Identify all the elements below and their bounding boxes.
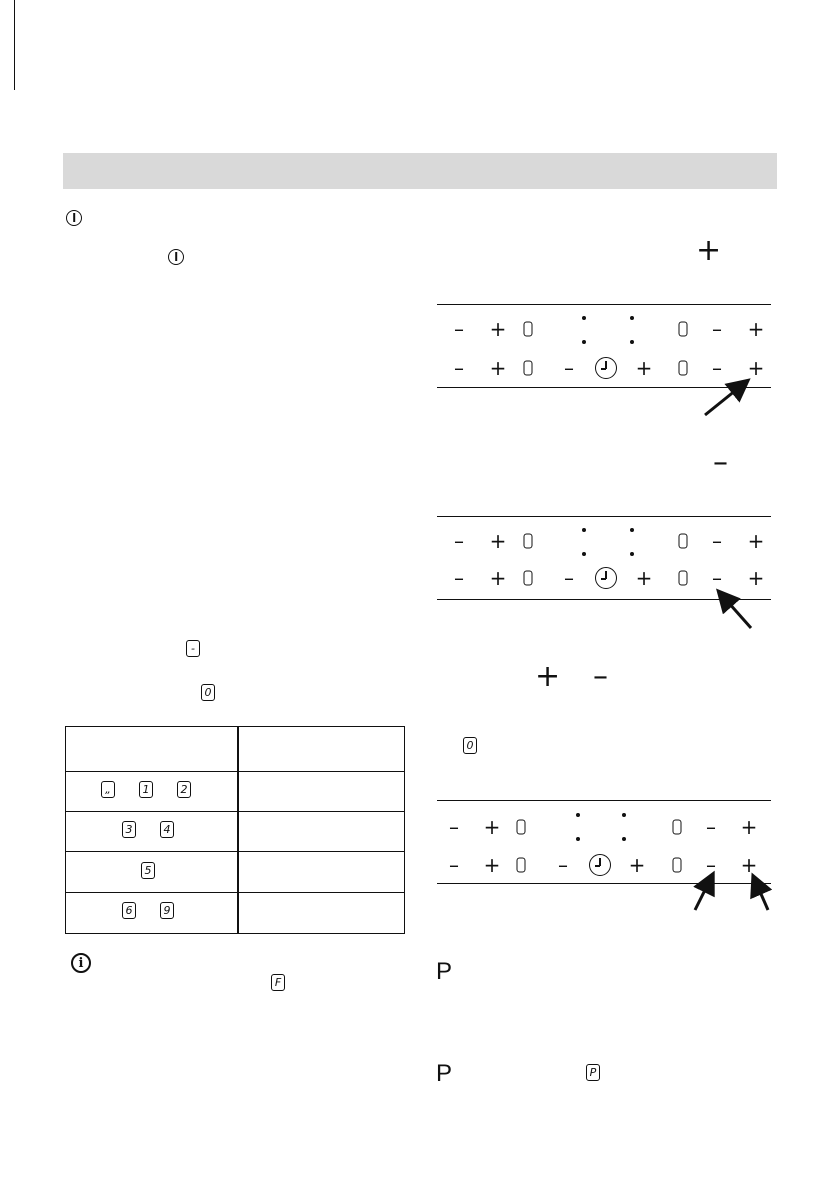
minus-button-icon[interactable]: – — [558, 853, 568, 877]
level-icon: „ — [101, 781, 115, 798]
p-display-icon: P — [586, 1064, 600, 1081]
plus-button-icon[interactable]: + — [747, 566, 765, 590]
plus-button-icon[interactable]: + — [489, 529, 507, 553]
minus-button-icon[interactable]: – — [449, 815, 459, 839]
f-display-icon: F — [271, 974, 285, 991]
plus-button-icon[interactable]: + — [483, 815, 501, 839]
minus-button-icon[interactable]: – — [454, 529, 464, 553]
plus-button-icon[interactable]: + — [747, 529, 765, 553]
power-level-letter: P — [436, 958, 453, 985]
minus-button-icon[interactable]: – — [706, 853, 716, 877]
arrow-icon — [720, 593, 751, 628]
arrow-icon — [705, 382, 746, 415]
plus-button-icon[interactable]: + — [489, 566, 507, 590]
minus-button-icon[interactable]: – — [712, 566, 722, 590]
plus-button-icon[interactable]: + — [740, 853, 758, 877]
minus-button-icon[interactable]: – — [449, 853, 459, 877]
plus-button-icon[interactable]: + — [483, 853, 501, 877]
power-level-letter: P — [436, 1060, 453, 1087]
level-icon: 3 — [122, 821, 136, 838]
minus-button-icon[interactable]: – — [712, 356, 722, 380]
minus-button-icon[interactable]: – — [712, 317, 722, 341]
plus-button-icon[interactable]: + — [747, 356, 765, 380]
plus-icon: + — [535, 659, 561, 694]
plus-button-icon[interactable]: + — [740, 815, 758, 839]
arrow-icon — [754, 878, 768, 910]
level-icon: 4 — [160, 821, 174, 838]
minus-button-icon[interactable]: – — [454, 566, 464, 590]
plus-button-icon[interactable]: + — [635, 566, 653, 590]
plus-button-icon[interactable]: + — [747, 317, 765, 341]
minus-button-icon[interactable]: – — [454, 356, 464, 380]
level-icon: 5 — [141, 862, 155, 879]
plus-button-icon[interactable]: + — [628, 853, 646, 877]
arrow-icon — [695, 876, 712, 910]
minus-button-icon[interactable]: – — [454, 317, 464, 341]
minus-icon: – — [713, 445, 728, 480]
minus-button-icon[interactable]: – — [564, 356, 574, 380]
level-icon: 1 — [139, 781, 153, 798]
plus-button-icon[interactable]: + — [635, 356, 653, 380]
minus-button-icon[interactable]: – — [706, 815, 716, 839]
minus-button-icon[interactable]: – — [712, 529, 722, 553]
plus-icon: + — [696, 233, 722, 268]
minus-display-icon: - — [186, 640, 200, 657]
plus-button-icon[interactable]: + — [489, 317, 507, 341]
level-icon: 2 — [177, 781, 191, 798]
minus-icon: – — [593, 659, 608, 694]
zero-display-icon: 0 — [201, 684, 215, 701]
plus-button-icon[interactable]: + — [489, 356, 507, 380]
zero-display-icon: 0 — [463, 737, 477, 754]
level-icon: 9 — [160, 902, 174, 919]
level-icon: 6 — [122, 902, 136, 919]
info-icon: i — [71, 953, 91, 973]
minus-button-icon[interactable]: – — [564, 566, 574, 590]
